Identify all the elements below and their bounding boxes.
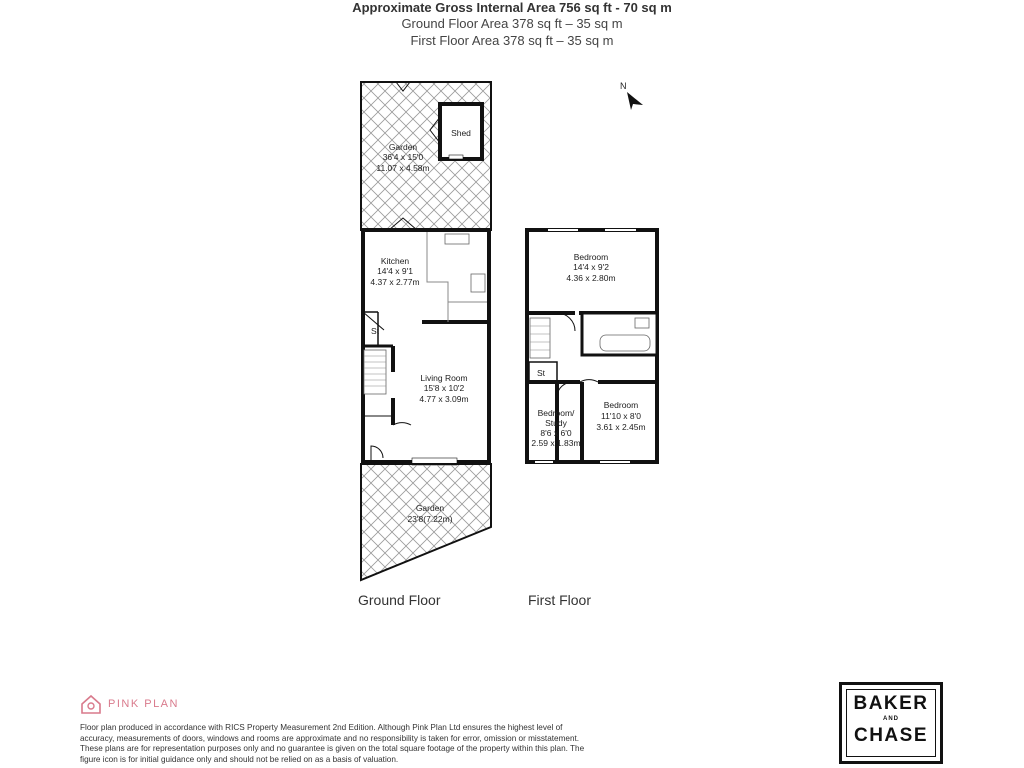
first-store-label: St xyxy=(536,368,546,378)
bedroom1-metric: 4.36 x 2.80m xyxy=(566,273,616,283)
agent-name-and: AND xyxy=(883,716,899,722)
rear-garden-metric: 11.07 x 4.58m xyxy=(376,163,430,173)
area-title: Approximate Gross Internal Area 756 sq ft - 70 sq m xyxy=(352,0,672,15)
bedroom2-label: Bedroom xyxy=(603,400,639,410)
study-metric: 2.59 x 1.83m xyxy=(531,438,581,448)
bedroom1-label: Bedroom xyxy=(573,252,609,262)
baker-and-chase-logo xyxy=(839,682,943,764)
ground-floor-label: Ground Floor xyxy=(358,592,441,608)
living-room-label: Living Room xyxy=(420,373,468,383)
house-icon xyxy=(80,693,102,715)
ground-floor-area: Ground Floor Area 378 sq ft – 35 sq m xyxy=(401,16,623,31)
agent-name-bottom: CHASE xyxy=(853,725,928,746)
bedroom1-imperial: 14'4 x 9'2 xyxy=(573,262,609,272)
rear-garden-label: Garden xyxy=(388,142,418,152)
kitchen-label: Kitchen xyxy=(380,256,410,266)
compass xyxy=(620,81,643,110)
bedroom2-metric: 3.61 x 2.45m xyxy=(596,422,646,432)
study-imperial: 8'6 x 6'0 xyxy=(540,428,572,438)
compass-label: N xyxy=(620,81,627,91)
kitchen-imperial: 14'4 x 9'1 xyxy=(377,266,413,276)
north-arrow-icon xyxy=(627,92,643,110)
living-room-metric: 4.77 x 3.09m xyxy=(419,394,469,404)
disclaimer-text: Floor plan produced in accordance with RICS Property Measurement 2nd Edition. Although Pink Plan Ltd ensures the highest level of accuracy, measurements of doors, windows and rooms are approximate and no responsibility is taken for error, omission or misstatement. These plans are for representation purposes only and no guarantee is given on the total square footage of the property within this plan. The figure icon is for initial guidance only and should not be relied on as a basis of valuation. xyxy=(80,723,585,764)
living-room-imperial: 15'8 x 10'2 xyxy=(423,383,465,393)
kitchen-metric: 4.37 x 2.77m xyxy=(370,277,420,287)
shed-label: Shed xyxy=(451,128,471,138)
study-label: Bedroom/ xyxy=(537,408,575,418)
first-floor-label: First Floor xyxy=(528,592,591,608)
agent-name-top: BAKER xyxy=(853,693,929,714)
front-garden-dim: 23'8(7.22m) xyxy=(407,514,453,524)
rear-garden-imperial: 36'4 x 15'0 xyxy=(382,152,424,162)
front-garden-label: Garden xyxy=(415,503,445,513)
pink-plan-logo xyxy=(80,693,179,715)
ground-store-label: St xyxy=(370,326,380,336)
first-floor-area: First Floor Area 378 sq ft – 35 sq m xyxy=(410,33,614,48)
pink-plan-brand: PINK PLAN xyxy=(108,698,179,710)
study-label-2: Study xyxy=(545,418,567,428)
bedroom2-imperial: 11'10 x 8'0 xyxy=(601,411,641,421)
